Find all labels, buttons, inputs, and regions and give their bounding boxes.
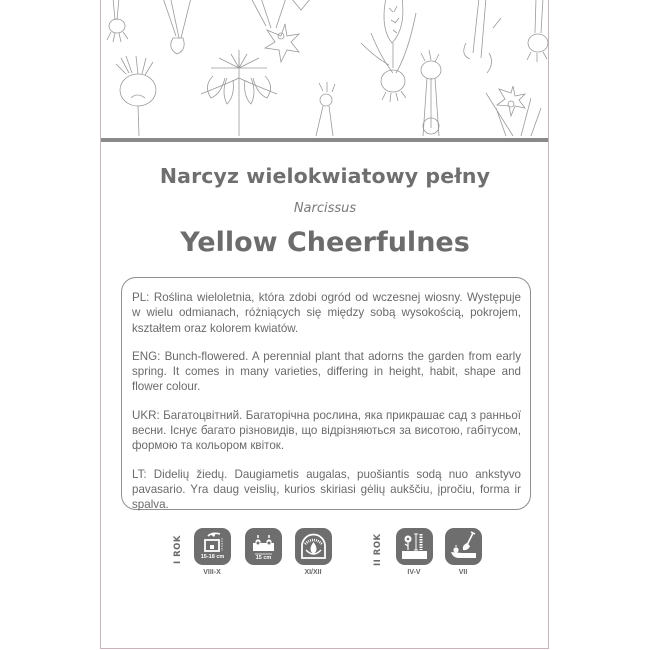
description-eng: ENG: Bunch-flowered. A perennial plant that adorns the garden from early spring. It comes in many varieties, differing in height, habit, shape and flower colour. xyxy=(132,349,521,394)
planting-month-caption: VIII-X xyxy=(203,569,221,576)
latin-name: Narcissus xyxy=(293,201,357,216)
description-lt: LT: Didelių žiedų. Daugiametis augalas, puošiantis sodą nuo ankstyvo pavasario. Yra daug veislių, kurios skiriasi gėlių aukščiu, įpročiu, forma ir spalva. xyxy=(132,467,521,512)
dig-up-month-caption: VII xyxy=(458,569,468,576)
description-ukr: UKR: Багатоцвітний. Багаторічна рослина, яка прикрашає сад з ранньої весни. Існує багато різновидів, що відрізняються за висотою, габітусом, формою та кольором квіток. xyxy=(132,408,521,453)
botanical-illustration xyxy=(101,0,549,138)
planting-spacing-icon xyxy=(245,528,282,565)
flowering-height-icon xyxy=(396,528,433,565)
year-2-label: II ROK xyxy=(373,533,383,566)
year-1-label: I ROK xyxy=(173,535,183,564)
planting-spacing-value: 15 cm xyxy=(255,555,272,561)
planting-depth-icon xyxy=(194,528,231,565)
dig-up-bulbs-icon xyxy=(445,528,482,565)
header-divider-band xyxy=(101,138,548,142)
winter-cover-caption: XI/XII xyxy=(304,569,322,576)
flowering-month-caption: IV-V xyxy=(407,569,421,576)
winter-cover-icon xyxy=(295,528,332,565)
description-pl: PL: Roślina wieloletnia, która zdobi ogród od wczesnej wiosny. Występuje w wielu odmianach, różniących się między sobą wysokością, pokrojem, kształtem oraz kolorem kwiatów. xyxy=(132,291,521,335)
description-box xyxy=(121,277,531,510)
variety-name: Yellow Cheerfulnes xyxy=(180,227,470,258)
planting-depth-value: 15-18 cm xyxy=(200,554,225,560)
seed-packet-card xyxy=(100,0,549,649)
common-name-title: Narcyz wielokwiatowy pełny xyxy=(159,164,491,188)
